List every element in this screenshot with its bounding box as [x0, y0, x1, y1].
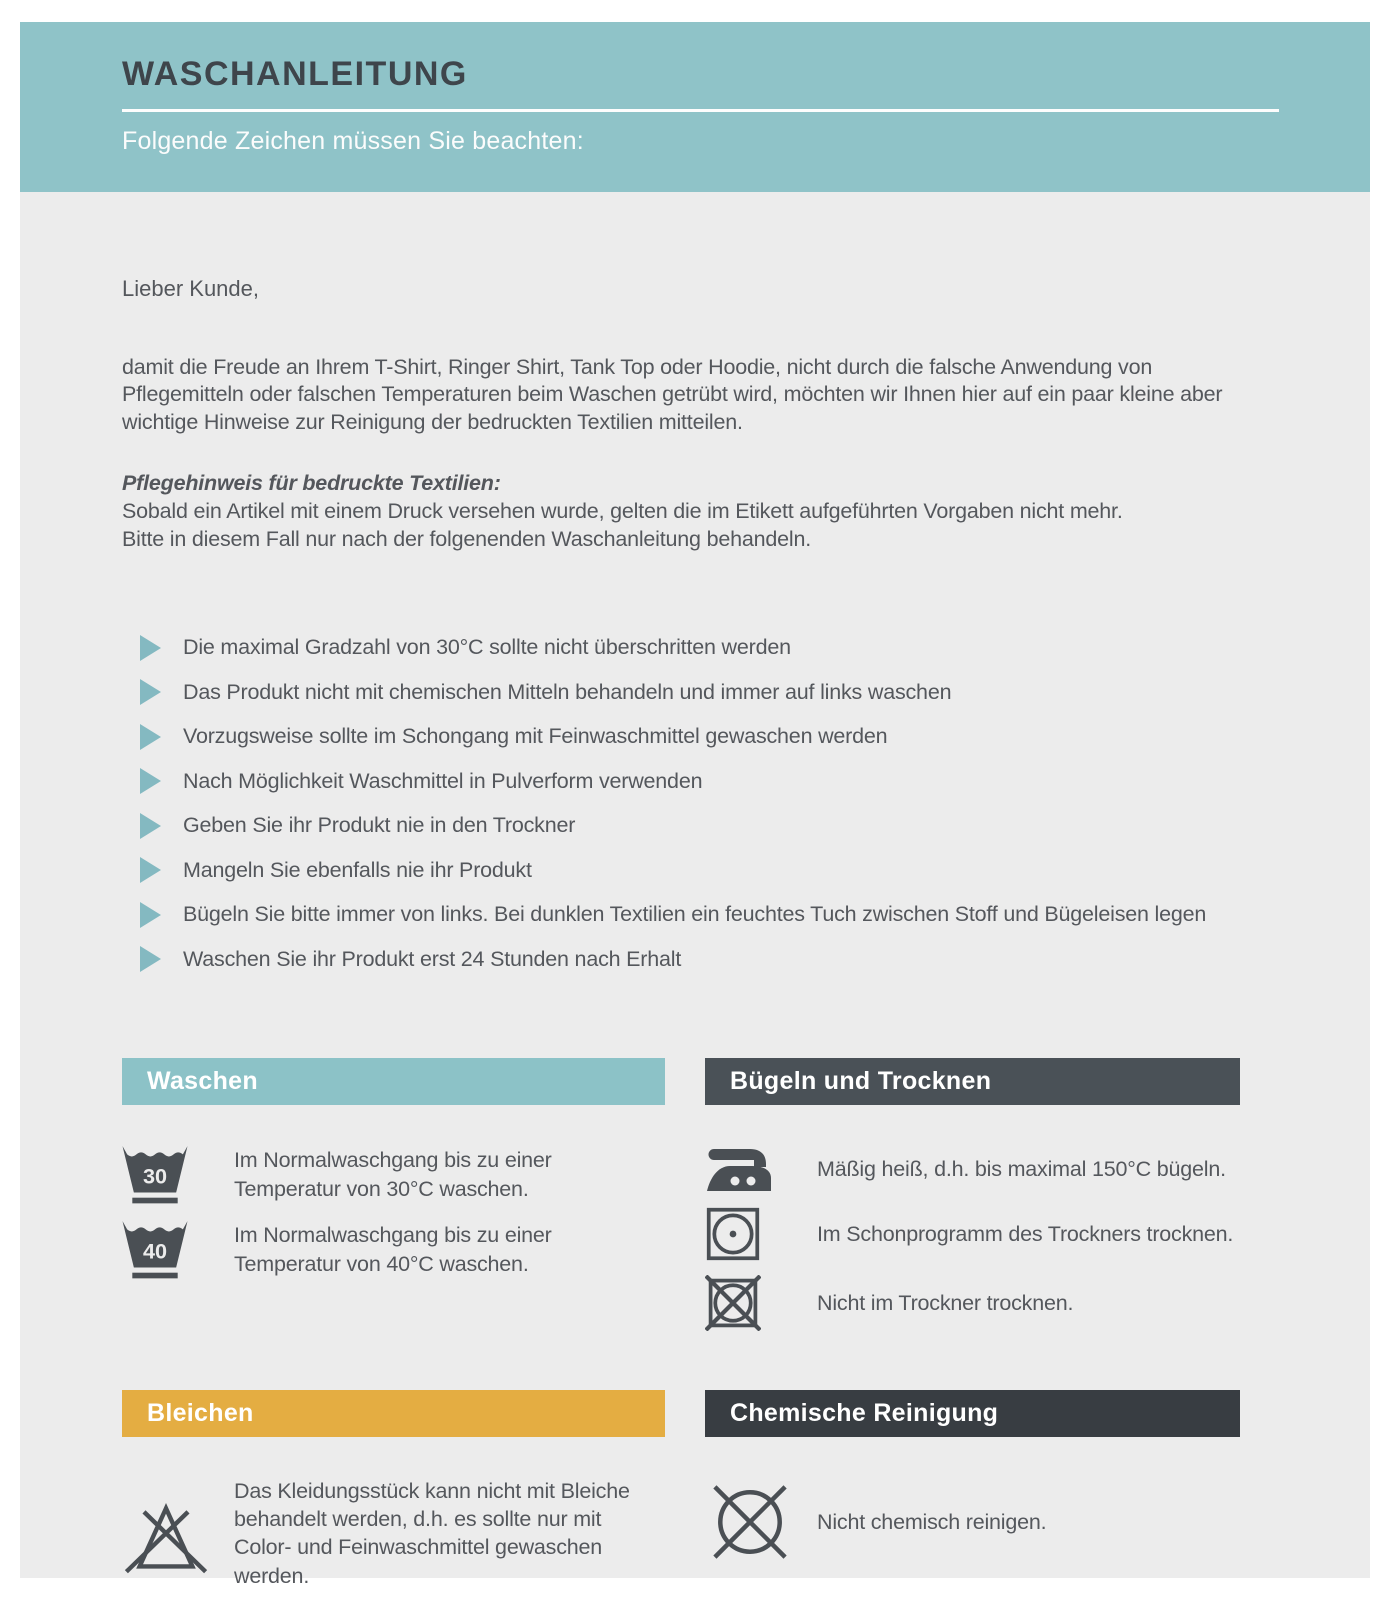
list-item — [140, 893, 1260, 938]
wash-40-icon — [122, 1220, 234, 1280]
document-sheet — [20, 22, 1370, 1588]
section-bleichen — [122, 1390, 665, 1603]
symbol-row — [705, 1275, 1240, 1331]
list-item — [140, 937, 1260, 982]
section-header-bleichen: Bleichen — [122, 1390, 665, 1437]
bullet-arrow-icon — [140, 635, 161, 661]
wash-temp-label: 30 — [142, 1162, 168, 1188]
section-items — [705, 1145, 1240, 1331]
page-title: WASCHANLEITUNG — [122, 55, 468, 93]
wash-30-icon — [122, 1145, 234, 1205]
divider-line — [122, 109, 1279, 112]
symbol-description: Im Normalwaschgang bis zu einer Temperatur von 40°C waschen. — [234, 1223, 552, 1276]
section-header-chemisch: Chemische Reinigung — [705, 1390, 1240, 1437]
greeting-text: Lieber Kunde, — [122, 276, 259, 301]
section-buegeln-trocknen — [705, 1058, 1240, 1344]
list-item — [140, 759, 1260, 804]
symbol-description: Im Schonprogramm des Trockners trocknen. — [817, 1221, 1234, 1246]
list-item-text: Die maximal Gradzahl von 30°C sollte nicht überschritten werden — [183, 635, 791, 660]
bullet-arrow-icon — [140, 679, 161, 705]
bullet-arrow-icon — [140, 768, 161, 794]
section-header-waschen: Waschen — [122, 1058, 665, 1105]
care-note — [122, 470, 1260, 554]
bullet-arrow-icon — [140, 902, 161, 928]
tumble-dry-gentle-icon — [705, 1206, 817, 1262]
symbol-row — [705, 1477, 1240, 1567]
symbol-sections-grid — [122, 1058, 1260, 1603]
care-note-line: Bitte in diesem Fall nur nach der folgenenden Waschanleitung behandeln. — [122, 526, 811, 551]
list-item-text: Vorzugsweise sollte im Schongang mit Feinwaschmittel gewaschen werden — [183, 724, 888, 749]
list-item-text: Nach Möglichkeit Waschmittel in Pulverform verwenden — [183, 768, 703, 793]
bullet-arrow-icon — [140, 813, 161, 839]
section-waschen — [122, 1058, 665, 1344]
section-chemische-reinigung — [705, 1390, 1240, 1603]
care-note-line: Sobald ein Artikel mit einem Druck versehen wurde, gelten die im Etikett aufgeführten Vorgaben nicht mehr. — [122, 498, 1123, 523]
section-header-buegeln: Bügeln und Trocknen — [705, 1058, 1240, 1105]
symbol-description: Mäßig heiß, d.h. bis maximal 150°C bügeln. — [817, 1156, 1226, 1181]
care-note-title: Pflegehinweis für bedruckte Textilien: — [122, 470, 501, 495]
bullet-arrow-icon — [140, 857, 161, 883]
symbol-row — [705, 1206, 1240, 1262]
page-subtitle: Folgende Zeichen müssen Sie beachten: — [122, 127, 584, 155]
bullet-arrow-icon — [140, 946, 161, 972]
symbol-row — [122, 1477, 665, 1591]
symbol-row — [705, 1145, 1240, 1193]
list-item-text: Mangeln Sie ebenfalls nie ihr Produkt — [183, 857, 532, 882]
symbol-description: Das Kleidungsstück kann nicht mit Bleiche behandelt werden, d.h. es sollte nur mit Color- und Feinwaschmittel gewaschen werden. — [234, 1478, 630, 1588]
iron-icon — [705, 1145, 817, 1193]
section-items — [122, 1145, 665, 1280]
bullet-arrow-icon — [140, 724, 161, 750]
no-tumble-dry-icon — [705, 1275, 817, 1331]
care-instructions-list — [140, 626, 1260, 982]
header-banner — [20, 22, 1370, 192]
no-bleach-icon — [122, 1489, 234, 1577]
intro-paragraph: damit die Freude an Ihrem T-Shirt, Ringer Shirt, Tank Top oder Hoodie, nicht durch die falsche Anwendung von Pflegemitteln oder falschen Temperaturen beim Waschen getrübt wird, möchten wir Ihnen hier auf ein paar kleine aber wichtige Hinweise zur Reinigung der bedruckten Textilien mitteilen. — [122, 355, 1223, 434]
section-items — [705, 1477, 1240, 1567]
list-item-text: Waschen Sie ihr Produkt erst 24 Stunden nach Erhalt — [183, 946, 682, 971]
list-item-text: Das Produkt nicht mit chemischen Mitteln behandeln und immer auf links waschen — [183, 679, 952, 704]
symbol-description: Im Normalwaschgang bis zu einer Temperatur von 30°C waschen. — [234, 1148, 552, 1201]
symbol-row — [122, 1145, 665, 1205]
no-dry-clean-icon — [705, 1477, 817, 1567]
list-item — [140, 670, 1260, 715]
section-items — [122, 1477, 665, 1591]
list-item-text: Geben Sie ihr Produkt nie in den Trockner — [183, 813, 576, 838]
list-item-text: Bügeln Sie bitte immer von links. Bei dunklen Textilien ein feuchtes Tuch zwischen Stoff und Bügeleisen legen — [183, 902, 1207, 927]
list-item — [140, 715, 1260, 760]
symbol-row — [122, 1220, 665, 1280]
document-body — [20, 192, 1370, 1603]
list-item — [140, 626, 1260, 671]
symbol-description: Nicht chemisch reinigen. — [817, 1509, 1047, 1534]
symbol-description: Nicht im Trockner trocknen. — [817, 1290, 1074, 1315]
wash-temp-label: 40 — [142, 1237, 168, 1263]
list-item — [140, 804, 1260, 849]
list-item — [140, 848, 1260, 893]
